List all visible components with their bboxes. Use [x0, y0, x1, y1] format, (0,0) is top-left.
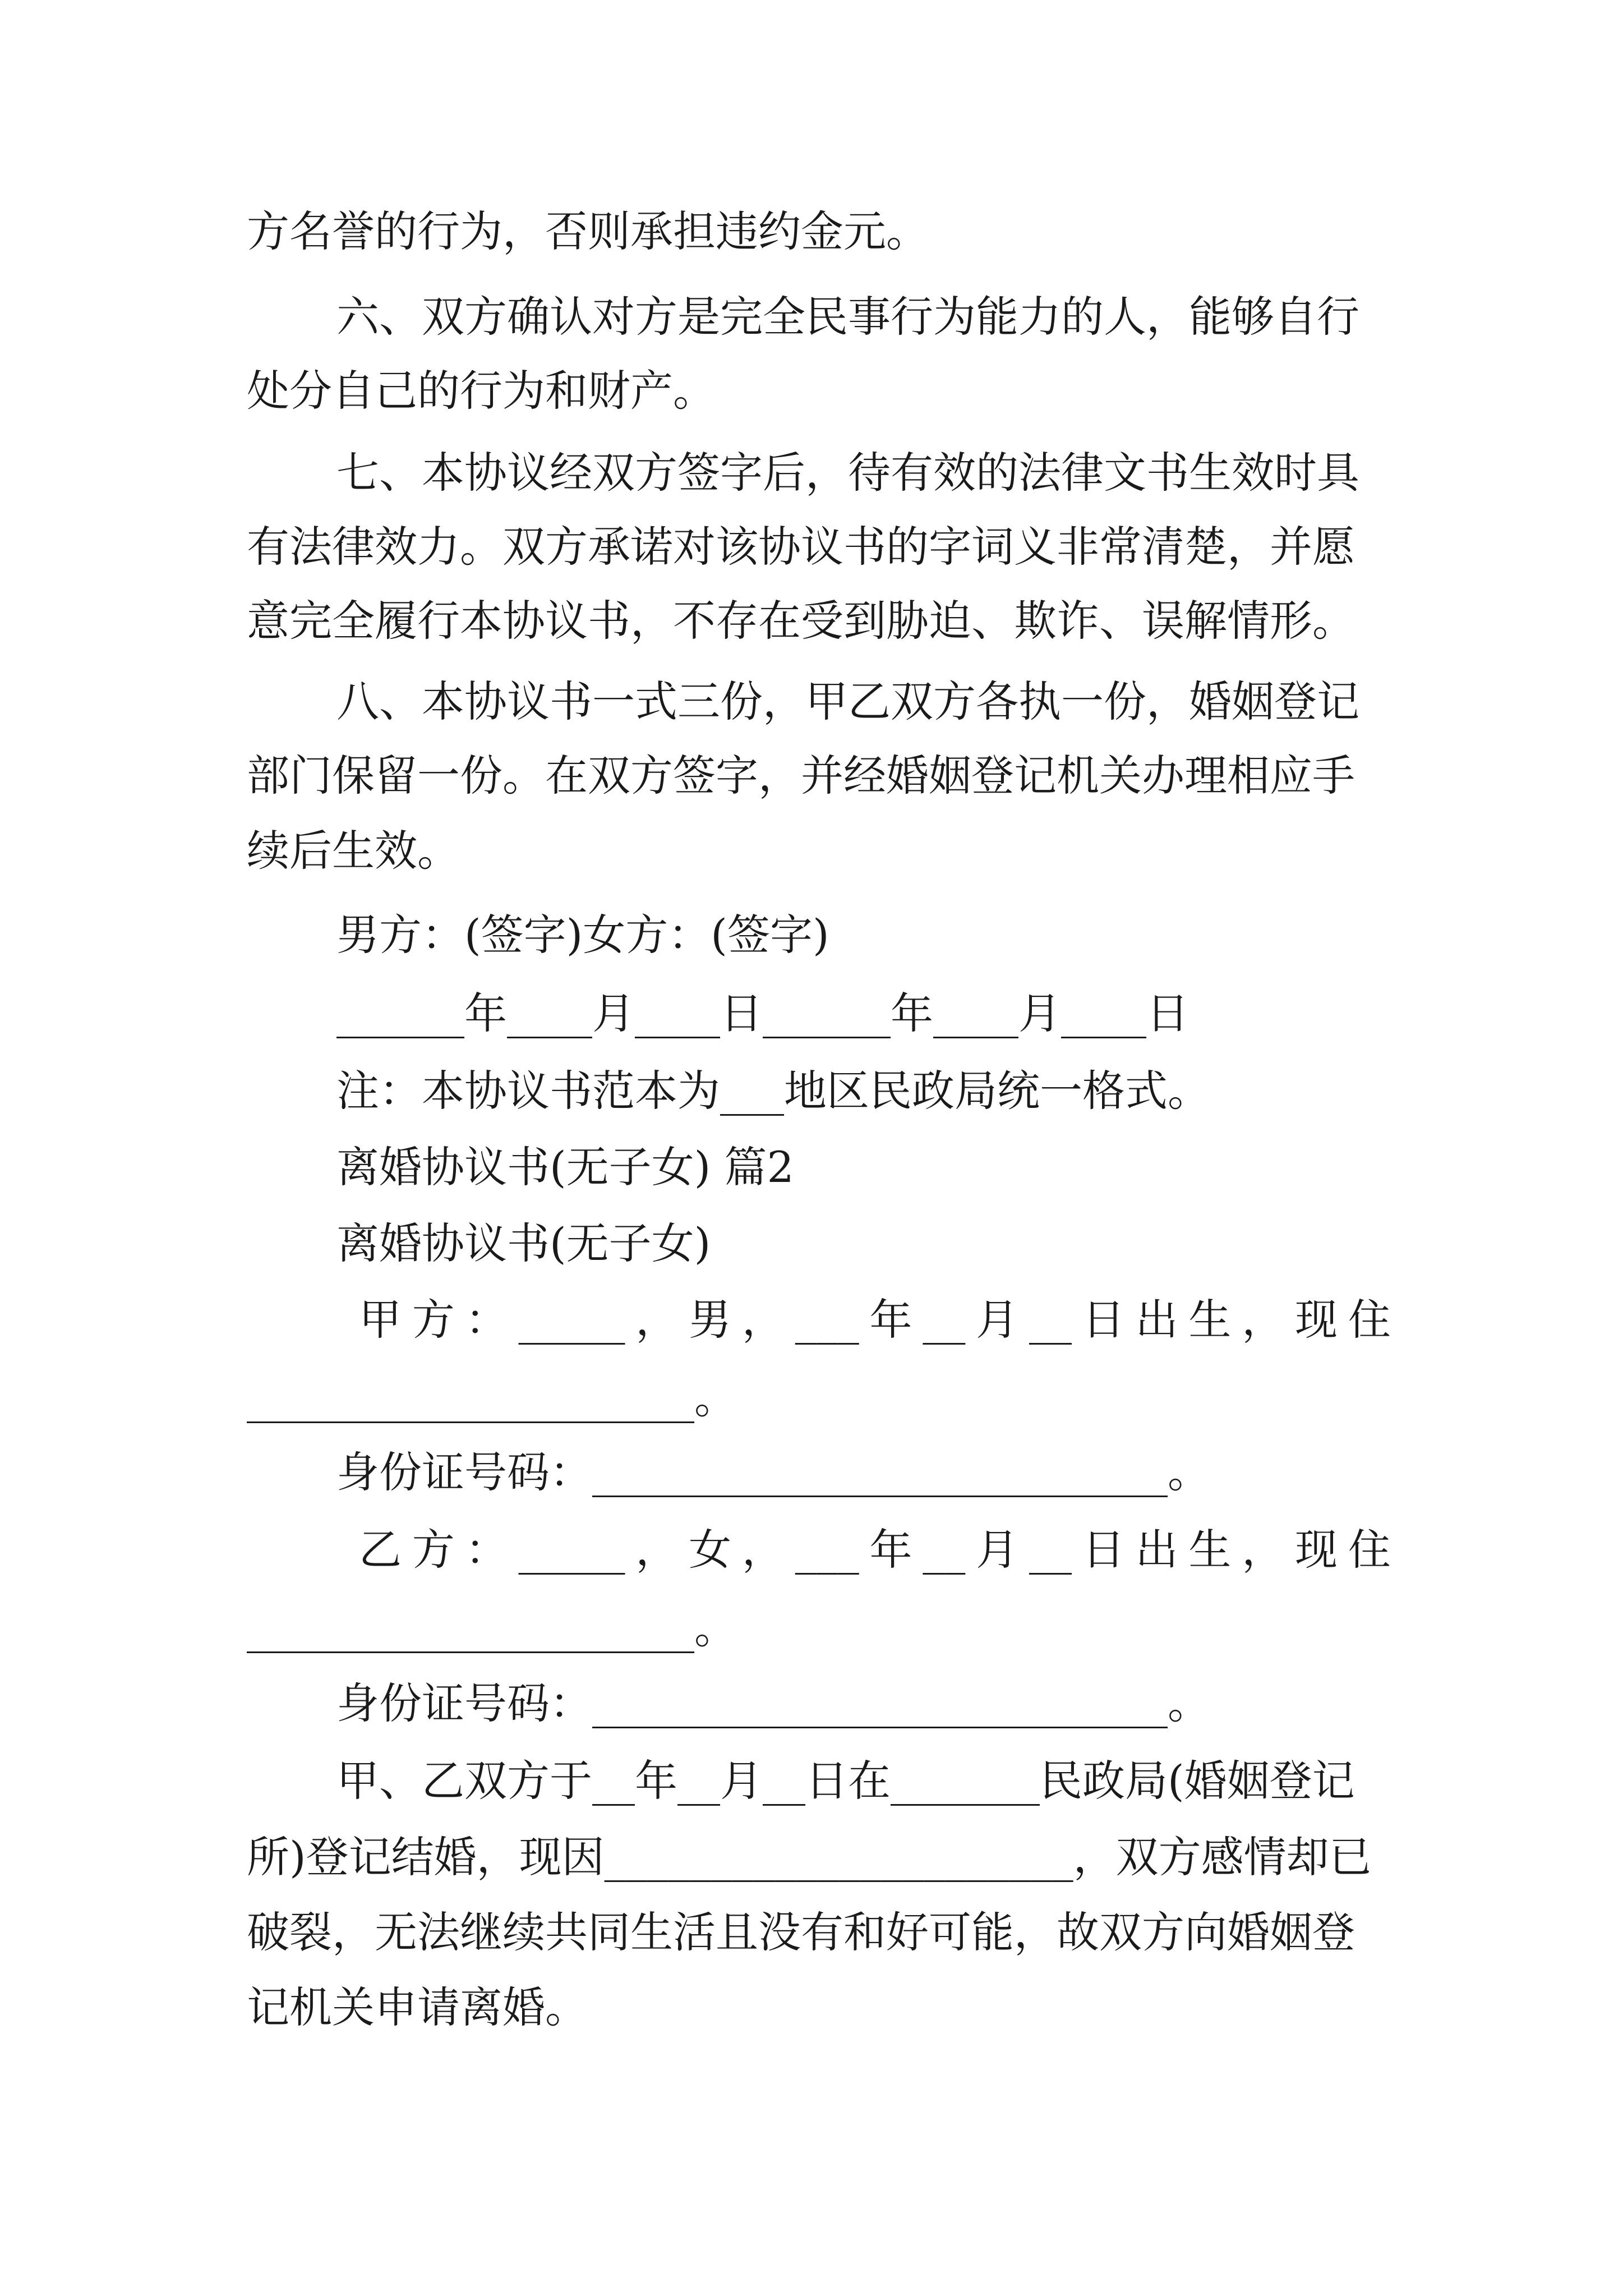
clause-8-line: 八、本协议书一式三份，甲乙双方各执一份，婚姻登记: [336, 677, 1359, 726]
paragraph-line: 方名誉的行为，否则承担违约金元。: [247, 206, 929, 256]
paragraph-line: 记机关申请离婚。: [247, 1982, 588, 2032]
signature-line: 男方：(签字)女方：(签字): [336, 910, 829, 960]
note-line: 注：本协议书范本为___地区民政局统一格式。: [336, 1066, 1210, 1116]
clause-6-line: 六、双方确认对方是完全民事行为能力的人，能够自行: [336, 292, 1359, 342]
paragraph-line: 破裂，无法继续共同生活且没有和好可能，故双方向婚姻登: [247, 1907, 1355, 1957]
document-title: 离婚协议书(无子女): [336, 1218, 711, 1268]
paragraph-line: 续后生效。: [247, 826, 460, 876]
marriage-info-line: 甲、乙双方于__年__月__日在_______民政局(婚姻登记: [336, 1756, 1355, 1806]
id-number-line: 身份证号码：___________________________。: [336, 1447, 1210, 1497]
date-line: ______年____月____日______年____月____日: [336, 988, 1189, 1038]
id-number-line: 身份证号码：___________________________。: [336, 1678, 1210, 1728]
address-blank-line: _____________________。: [247, 1603, 737, 1653]
paragraph-line: 所)登记结婚，现因______________________，双方感情却已: [247, 1832, 1372, 1882]
clause-7-line: 七、本协议经双方签字后，待有效的法律文书生效时具: [336, 448, 1359, 498]
paragraph-line: 处分自己的行为和财产。: [247, 366, 716, 416]
party-b-line: 乙 方 ： _____ ， 女 ， ___ 年 __ 月 __ 日 出 生 ， 现 住: [359, 1525, 1391, 1575]
address-blank-line: _____________________。: [247, 1373, 737, 1423]
paragraph-line: 意完全履行本协议书，不存在受到胁迫、欺诈、误解情形。: [247, 596, 1355, 646]
paragraph-line: 部门保留一份。在双方签字，并经婚姻登记机关办理相应手: [247, 751, 1355, 800]
paragraph-line: 有法律效力。双方承诺对该协议书的字词义非常清楚，并愿: [247, 522, 1355, 572]
party-a-line: 甲 方 ： _____ ， 男 ， ___ 年 __ 月 __ 日 出 生 ， 现 住: [359, 1295, 1391, 1345]
section-heading: 离婚协议书(无子女) 篇2: [336, 1142, 794, 1192]
